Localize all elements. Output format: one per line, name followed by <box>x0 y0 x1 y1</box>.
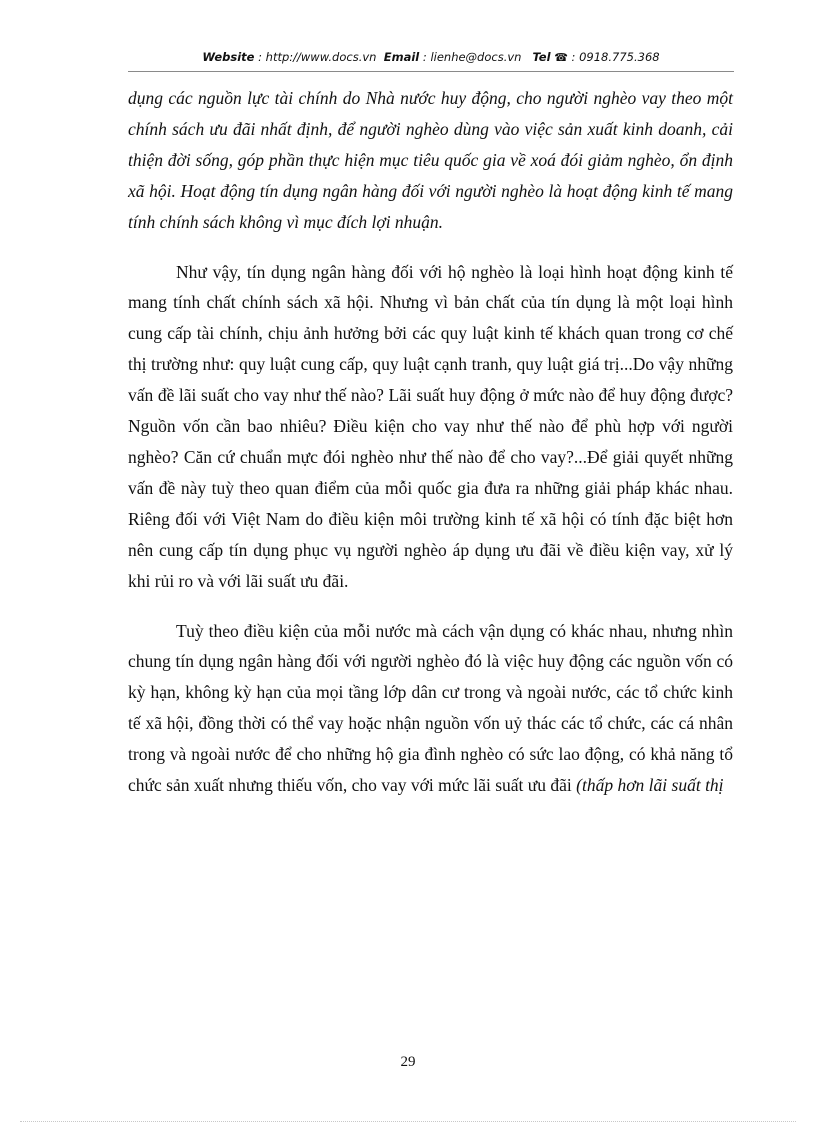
email-separator: : <box>419 50 431 64</box>
page-number: 29 <box>400 1054 416 1070</box>
tel-separator: : <box>567 50 580 64</box>
website-url[interactable]: http://www.docs.vn <box>265 50 377 64</box>
header-divider <box>128 71 734 72</box>
tel-label: Tel <box>532 50 551 64</box>
website-separator: : <box>254 50 266 64</box>
email-address[interactable]: lienhe@docs.vn <box>430 50 522 64</box>
website-label: Website <box>202 50 255 64</box>
email-label: Email <box>383 50 420 64</box>
document-body <box>128 83 733 801</box>
phone-icon: ☎ <box>554 51 568 64</box>
paragraph-3-italic-text: (thấp hơn lãi suất thị <box>576 775 724 796</box>
footer-divider <box>20 1121 796 1122</box>
paragraph-2: Như vậy, tín dụng ngân hàng đối với hộ nghèo là loại hình hoạt động kinh tế mang tính chất chính sách xã hội. Nhưng vì bản chất của tín dụng là một loại hình cung cấp tài chính, chịu ảnh hưởng bởi các quy luật kinh tế khách quan trong cơ chế thị trường như: quy luật cung cấp, quy luật cạnh tranh, quy luật giá trị...Do vậy những vấn đề lãi suất cho vay như thế nào? Lãi suất huy động ở mức nào để huy động được? Nguồn vốn cần bao nhiêu? Điều kiện cho vay như thế nào để phù hợp với người nghèo? Căn cứ chuẩn mực đói nghèo như thế nào để cho vay?...Để giải quyết những vấn đề này tuỳ theo quan điểm của mỗi quốc gia đưa ra những giải pháp khác nhau. Riêng đối với Việt Nam do điều kiện môi trường kinh tế xã hội có tính đặc biệt hơn nên cung cấp tín dụng phục vụ người nghèo áp dụng ưu đãi về điều kiện vay, xử lý khi rủi ro và với lãi suất ưu đãi. <box>128 261 733 591</box>
paragraph-1: dụng các nguồn lực tài chính do Nhà nước huy động, cho người nghèo vay theo một chính sách ưu đãi nhất định, để người nghèo dùng vào việc sản xuất kinh doanh, cải thiện đời sống, góp phần thực hiện mục tiêu quốc gia về xoá đói giảm nghèo, ổn định xã hội. Hoạt động tín dụng ngân hàng đối với người nghèo là hoạt động kinh tế mang tính chính sách không vì mục đích lợi nhuận. <box>128 88 733 232</box>
page-header <box>128 50 734 70</box>
paragraph-3-text: Tuỳ theo điều kiện của mỗi nước mà cách vận dụng có khác nhau, nhưng nhìn chung tín dụng ngân hàng đối với người nghèo đó là việc huy động các nguồn vốn có kỳ hạn, không kỳ hạn của mọi tầng lớp dân cư trong và ngoài nước, các tổ chức kinh tế xã hội, đồng thời có thể vay hoặc nhận nguồn vốn uỷ thác các tổ chức, các cá nhân trong và ngoài nước để cho những hộ gia đình nghèo có sức lao động, có khả năng tổ chức sản xuất nhưng thiếu vốn, cho vay với mức lãi suất ưu đãi <box>128 620 733 796</box>
paragraph-3 <box>128 616 733 801</box>
tel-number: 0918.775.368 <box>579 50 660 64</box>
